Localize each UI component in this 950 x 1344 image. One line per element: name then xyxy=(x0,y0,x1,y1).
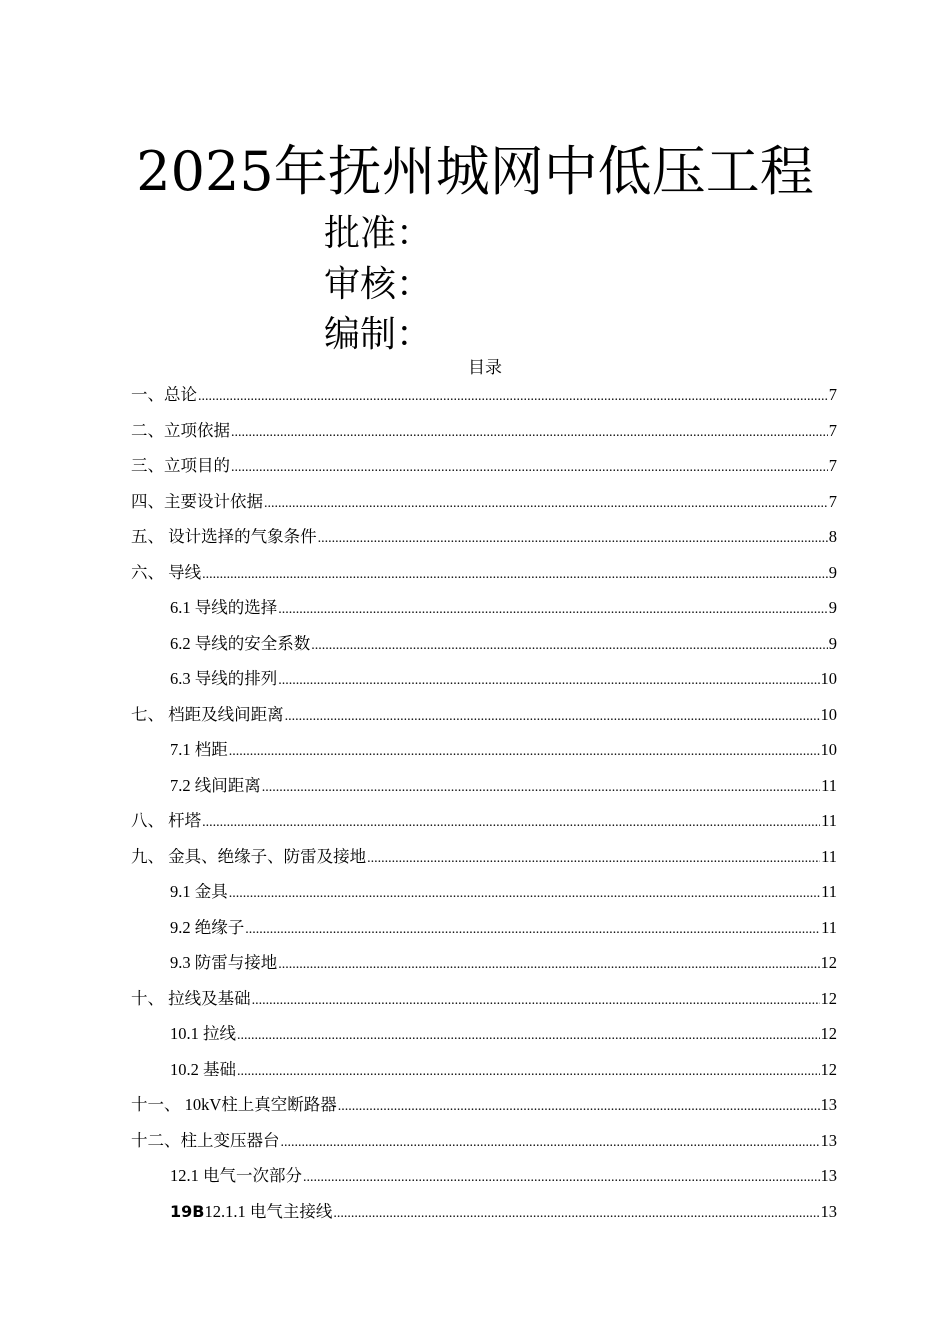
toc-entry-page-number: 11 xyxy=(821,811,837,830)
toc-entry-label: 12.1.1 电气主接线 xyxy=(204,1201,333,1221)
toc-entry-page-number: 12 xyxy=(820,953,837,972)
toc-dot-leader xyxy=(367,846,820,872)
toc-entry-label: 十二、柱上变压器台 xyxy=(131,1130,280,1150)
toc-entry-title xyxy=(170,631,310,657)
toc-entry-label: 八、 杆塔 xyxy=(131,811,202,830)
toc-entry-page-number: 12 xyxy=(820,988,837,1008)
toc-entry[interactable] xyxy=(131,1021,837,1057)
toc-entry-page-number: 8 xyxy=(828,527,837,546)
toc-entry-label: 七、 档距及线间距离 xyxy=(131,704,284,724)
approval-label: 批准： xyxy=(324,213,433,254)
toc-entry-title xyxy=(131,1092,337,1118)
toc-entry-label: 五、 设计选择的气象条件 xyxy=(131,527,317,546)
toc-dot-leader xyxy=(333,1201,819,1227)
toc-entry-title xyxy=(131,524,317,550)
toc-entry-title xyxy=(131,418,230,444)
toc-entry-page-number: 7 xyxy=(828,456,837,475)
toc-entry-title xyxy=(170,1199,332,1225)
toc-entry-prefix: 19B xyxy=(170,1201,205,1221)
toc-entry-title xyxy=(131,986,251,1012)
toc-entry-page-number: 13 xyxy=(820,1130,837,1150)
toc-dot-leader xyxy=(229,739,820,765)
toc-entry-label: 6.3 导线的排列 xyxy=(170,669,278,688)
toc-entry-title xyxy=(131,1128,280,1154)
toc-entry[interactable] xyxy=(131,1092,837,1128)
toc-entry-label: 6.2 导线的安全系数 xyxy=(170,633,311,653)
toc-entry-label: 9.2 绝缘子 xyxy=(170,917,245,937)
toc-entry[interactable] xyxy=(131,595,837,631)
document-title: 2025年抚州城网中低压工程 xyxy=(136,140,814,203)
toc-entry-label: 一、总论 xyxy=(131,385,197,404)
toc-dot-leader xyxy=(252,988,820,1014)
toc-entry-title xyxy=(131,489,263,515)
toc-dot-leader xyxy=(278,952,819,978)
toc-entry[interactable] xyxy=(131,879,837,915)
toc-dot-leader xyxy=(311,633,828,659)
toc-entry[interactable] xyxy=(131,453,837,489)
toc-dot-leader xyxy=(278,668,819,694)
toc-dot-leader xyxy=(231,420,828,446)
toc-entry-page-number: 11 xyxy=(821,846,837,866)
toc-dot-leader xyxy=(264,491,828,517)
toc-entry-title xyxy=(170,950,277,976)
toc-entry-title xyxy=(170,1057,236,1083)
toc-entry-page-number: 9 xyxy=(828,633,837,653)
toc-dot-leader xyxy=(229,881,820,907)
toc-entry-title xyxy=(131,453,230,479)
toc-entry[interactable] xyxy=(131,418,837,454)
toc-entry-title xyxy=(170,737,228,763)
toc-dot-leader xyxy=(198,384,828,410)
toc-entry[interactable] xyxy=(131,737,837,773)
toc-entry[interactable] xyxy=(131,1057,837,1093)
toc-entry[interactable] xyxy=(131,773,837,809)
toc-entry-label: 6.1 导线的选择 xyxy=(170,598,278,617)
toc-entry[interactable] xyxy=(131,1163,837,1199)
toc-entry-title xyxy=(131,702,284,728)
toc-dot-leader xyxy=(245,917,820,943)
toc-entry-label: 9.3 防雷与接地 xyxy=(170,953,278,972)
toc-entry-page-number: 11 xyxy=(821,882,837,901)
toc-entry-title xyxy=(131,560,201,586)
toc-entry[interactable] xyxy=(131,489,837,525)
toc-entry-page-number: 7 xyxy=(828,491,837,511)
toc-entry-label: 7.2 线间距离 xyxy=(170,775,261,795)
toc-dot-leader xyxy=(303,1165,820,1191)
toc-entry-label: 12.1 电气一次部分 xyxy=(170,1166,302,1185)
table-of-contents xyxy=(131,382,837,1234)
toc-entry-title xyxy=(131,382,197,408)
toc-dot-leader xyxy=(262,775,820,801)
toc-entry[interactable] xyxy=(131,382,837,418)
toc-entry[interactable] xyxy=(131,1128,837,1164)
toc-entry-label: 十一、 10kV柱上真空断路器 xyxy=(131,1095,337,1114)
toc-entry-title xyxy=(170,879,228,905)
toc-entry-page-number: 7 xyxy=(828,420,837,440)
toc-entry[interactable] xyxy=(131,1199,837,1235)
toc-dot-leader xyxy=(338,1094,820,1120)
toc-entry-page-number: 13 xyxy=(820,1166,837,1185)
toc-entry-page-number: 13 xyxy=(820,1095,837,1114)
toc-entry-page-number: 7 xyxy=(828,385,837,404)
toc-dot-leader xyxy=(237,1023,820,1049)
review-label: 审核： xyxy=(324,264,433,305)
toc-entry-label: 四、主要设计依据 xyxy=(131,491,263,511)
toc-heading: 目录 xyxy=(468,358,502,378)
toc-entry-page-number: 9 xyxy=(828,598,837,617)
toc-entry-page-number: 10 xyxy=(820,669,837,688)
toc-dot-leader xyxy=(285,704,820,730)
toc-entry[interactable] xyxy=(131,915,837,951)
toc-entry[interactable] xyxy=(131,986,837,1022)
toc-dot-leader xyxy=(281,1130,820,1156)
toc-entry[interactable] xyxy=(131,950,837,986)
toc-entry-page-number: 9 xyxy=(828,562,837,582)
toc-entry-page-number: 11 xyxy=(821,917,837,937)
toc-entry-label: 九、 金具、绝缘子、防雷及接地 xyxy=(131,846,367,866)
toc-entry-title xyxy=(170,1021,236,1047)
toc-entry-page-number: 10 xyxy=(820,704,837,724)
compiler-label: 编制： xyxy=(324,314,433,355)
toc-entry-page-number: 13 xyxy=(820,1201,837,1221)
toc-dot-leader xyxy=(202,562,828,588)
toc-entry-page-number: 11 xyxy=(821,775,837,795)
toc-entry[interactable] xyxy=(131,666,837,702)
toc-entry-title xyxy=(170,1163,302,1189)
toc-entry[interactable] xyxy=(131,560,837,596)
toc-entry-label: 9.1 金具 xyxy=(170,882,228,901)
toc-entry-label: 六、 导线 xyxy=(131,562,202,582)
toc-entry-title xyxy=(131,808,201,834)
toc-entry-label: 7.1 档距 xyxy=(170,740,228,759)
toc-entry-title xyxy=(131,844,366,870)
toc-entry-label: 二、立项依据 xyxy=(131,420,230,440)
toc-entry-title xyxy=(170,915,244,941)
toc-entry-title xyxy=(170,666,277,692)
toc-dot-leader xyxy=(318,526,828,552)
toc-entry-label: 10.1 拉线 xyxy=(170,1024,236,1043)
toc-entry-title xyxy=(170,595,277,621)
toc-entry-page-number: 12 xyxy=(820,1024,837,1043)
toc-dot-leader xyxy=(202,810,820,836)
toc-entry[interactable] xyxy=(131,844,837,880)
toc-entry-label: 三、立项目的 xyxy=(131,456,230,475)
toc-entry-label: 十、 拉线及基础 xyxy=(131,988,251,1008)
toc-dot-leader xyxy=(237,1059,820,1085)
toc-entry[interactable] xyxy=(131,702,837,738)
toc-entry[interactable] xyxy=(131,524,837,560)
toc-entry[interactable] xyxy=(131,631,837,667)
toc-dot-leader xyxy=(278,597,828,623)
toc-dot-leader xyxy=(231,455,828,481)
toc-entry-title xyxy=(170,773,261,799)
toc-entry-page-number: 12 xyxy=(820,1059,837,1079)
toc-entry-page-number: 10 xyxy=(820,740,837,759)
toc-entry[interactable] xyxy=(131,808,837,844)
toc-entry-label: 10.2 基础 xyxy=(170,1059,236,1079)
